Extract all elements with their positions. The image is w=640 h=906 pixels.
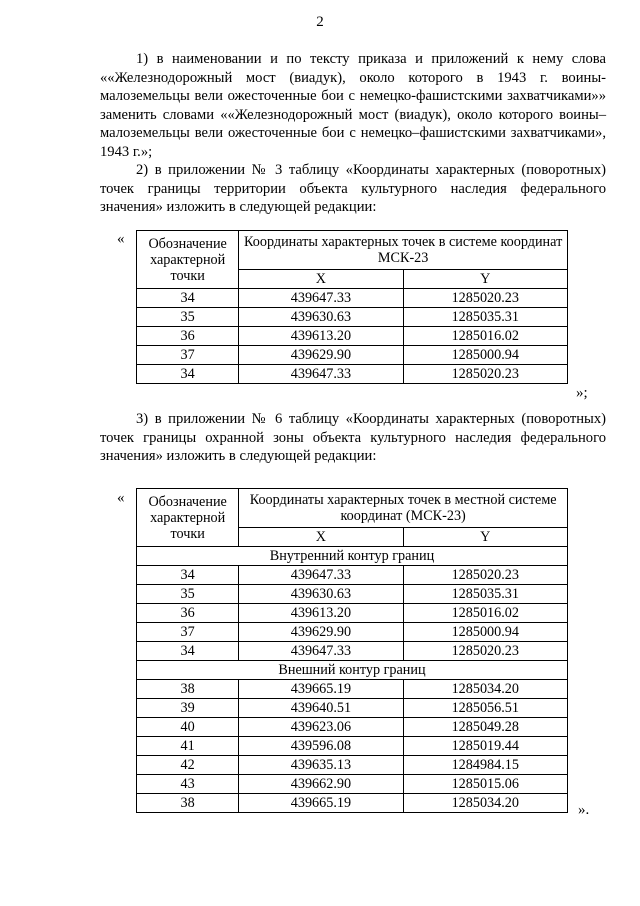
table-row	[137, 718, 568, 737]
y-cell: 1285034.20	[403, 680, 567, 699]
table-2-open-quote: «	[117, 490, 125, 506]
table-row	[137, 642, 568, 661]
x-cell: 439665.19	[239, 680, 403, 699]
table-row	[137, 775, 568, 794]
y-cell: 1284984.15	[403, 756, 567, 775]
point-cell: 34	[137, 365, 239, 384]
x-cell: 439647.33	[239, 365, 403, 384]
y-cell: 1285015.06	[403, 775, 567, 794]
point-cell: 36	[137, 604, 239, 623]
header-point: Обозначение характерной точки	[137, 489, 239, 547]
table-territory-boundary	[136, 230, 568, 384]
x-cell: 439647.33	[239, 566, 403, 585]
header-x: X	[239, 528, 403, 547]
x-cell: 439629.90	[239, 346, 403, 365]
x-cell: 439596.08	[239, 737, 403, 756]
y-cell: 1285000.94	[403, 623, 567, 642]
point-cell: 40	[137, 718, 239, 737]
point-cell: 35	[137, 308, 239, 327]
section-inner-contour: Внутренний контур границ	[137, 547, 568, 566]
header-x: X	[239, 270, 403, 289]
point-cell: 34	[137, 642, 239, 661]
paragraph-2	[100, 161, 606, 217]
table-2-inner-body	[137, 566, 568, 661]
paragraph-3-text: 3) в приложении № 6 таблицу «Координаты характерных (поворотных) точек границы охранной зоны объекта культурного наследия федерального значения» изложить в следующей редакции:	[100, 411, 606, 465]
paragraph-1-text: 1) в наименовании и по тексту приказа и приложений к нему слова ««Железнодорожный мост (виадук), около которого в 1943 г. воины-малоземельцы вели ожесточенные бои с немецко-фашистскими захватчиками»» заменить словами ««Железнодорожный мост (виадук), около которого воины–малоземельцы вели ожесточенные бои с немецко–фашистскими захватчиками», 1943 г.»;	[100, 51, 606, 160]
x-cell: 439630.63	[239, 585, 403, 604]
point-cell: 36	[137, 327, 239, 346]
point-cell: 42	[137, 756, 239, 775]
table-protection-zone	[136, 488, 568, 813]
table-row	[137, 308, 568, 327]
y-cell: 1285034.20	[403, 794, 567, 813]
table-row	[137, 365, 568, 384]
x-cell: 439629.90	[239, 623, 403, 642]
x-cell: 439647.33	[239, 642, 403, 661]
x-cell: 439640.51	[239, 699, 403, 718]
y-cell: 1285020.23	[403, 289, 567, 308]
header-y: Y	[403, 270, 567, 289]
y-cell: 1285035.31	[403, 308, 567, 327]
table-1-close-quote: »;	[576, 385, 588, 401]
y-cell: 1285020.23	[403, 566, 567, 585]
table-1-body	[137, 289, 568, 384]
point-cell: 39	[137, 699, 239, 718]
y-cell: 1285020.23	[403, 642, 567, 661]
point-cell: 34	[137, 289, 239, 308]
point-cell: 35	[137, 585, 239, 604]
header-y: Y	[403, 528, 567, 547]
table-1-open-quote: «	[117, 231, 125, 247]
point-cell: 41	[137, 737, 239, 756]
x-cell: 439662.90	[239, 775, 403, 794]
table-row	[137, 327, 568, 346]
section-outer-contour: Внешний контур границ	[137, 661, 568, 680]
y-cell: 1285016.02	[403, 327, 567, 346]
y-cell: 1285019.44	[403, 737, 567, 756]
x-cell: 439665.19	[239, 794, 403, 813]
table-row	[137, 623, 568, 642]
x-cell: 439630.63	[239, 308, 403, 327]
table-row	[137, 346, 568, 365]
x-cell: 439613.20	[239, 327, 403, 346]
point-cell: 43	[137, 775, 239, 794]
table-row	[137, 289, 568, 308]
table-row	[137, 794, 568, 813]
header-point: Обозначение характерной точки	[137, 231, 239, 289]
point-cell: 37	[137, 623, 239, 642]
point-cell: 37	[137, 346, 239, 365]
x-cell: 439647.33	[239, 289, 403, 308]
table-row	[137, 737, 568, 756]
y-cell: 1285056.51	[403, 699, 567, 718]
point-cell: 38	[137, 680, 239, 699]
paragraph-3	[100, 410, 606, 466]
header-coordinates: Координаты характерных точек в системе координат МСК-23	[239, 231, 568, 270]
paragraph-2-text: 2) в приложении № 3 таблицу «Координаты характерных (поворотных) точек границы территории объекта культурного наследия федерального значения» изложить в следующей редакции:	[100, 162, 606, 216]
table-row	[137, 756, 568, 775]
table-2-outer-body	[137, 680, 568, 813]
y-cell: 1285000.94	[403, 346, 567, 365]
point-cell: 34	[137, 566, 239, 585]
table-row	[137, 604, 568, 623]
x-cell: 439635.13	[239, 756, 403, 775]
table-row	[137, 680, 568, 699]
page-number: 2	[316, 14, 324, 30]
paragraph-1	[100, 50, 606, 162]
table-row	[137, 699, 568, 718]
table-2-close-quote: ».	[578, 802, 590, 818]
x-cell: 439613.20	[239, 604, 403, 623]
table-row	[137, 566, 568, 585]
point-cell: 38	[137, 794, 239, 813]
y-cell: 1285035.31	[403, 585, 567, 604]
x-cell: 439623.06	[239, 718, 403, 737]
y-cell: 1285016.02	[403, 604, 567, 623]
table-row	[137, 585, 568, 604]
header-coordinates: Координаты характерных точек в местной системе координат (МСК-23)	[239, 489, 568, 528]
y-cell: 1285049.28	[403, 718, 567, 737]
y-cell: 1285020.23	[403, 365, 567, 384]
